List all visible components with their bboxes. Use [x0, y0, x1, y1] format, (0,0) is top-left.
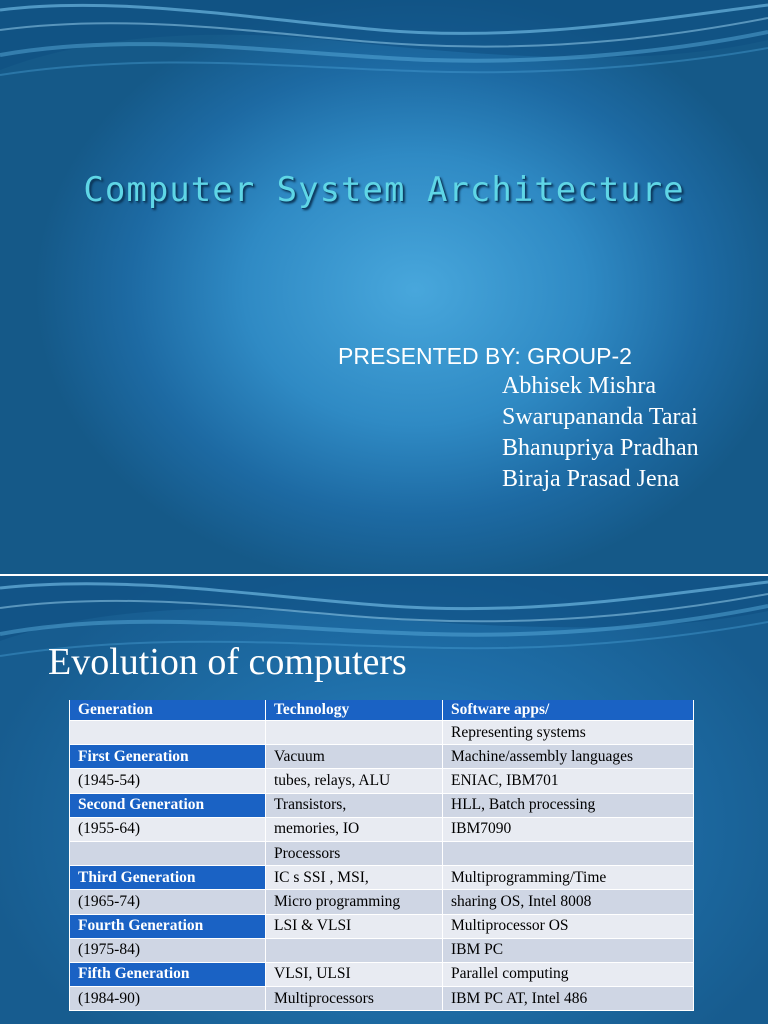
table-cell: IC s SSI , MSI, [266, 866, 443, 890]
table-row [70, 745, 694, 769]
table-cell: (1984-90) [70, 987, 266, 1011]
table-row [70, 769, 694, 793]
table-cell: Third Generation [70, 866, 266, 890]
table-cell: Second Generation [70, 793, 266, 817]
table-cell: Multiprocessor OS [443, 914, 694, 938]
table-cell [266, 938, 443, 962]
table-cell: Vacuum [266, 745, 443, 769]
member-name: Biraja Prasad Jena [502, 466, 680, 492]
table-row [70, 914, 694, 938]
table-cell: HLL, Batch processing [443, 793, 694, 817]
member-list [502, 371, 699, 495]
table-row [70, 987, 694, 1011]
table-cell: tubes, relays, ALU [266, 769, 443, 793]
table-cell: Fifth Generation [70, 962, 266, 986]
table-row [70, 721, 694, 745]
table-cell: memories, IO [266, 817, 443, 841]
column-header: Software apps/ [443, 700, 694, 721]
table-header-row [70, 700, 694, 721]
table-cell: ENIAC, IBM701 [443, 769, 694, 793]
table-cell: IBM7090 [443, 817, 694, 841]
table-cell: (1965-74) [70, 890, 266, 914]
table-row [70, 817, 694, 841]
table-cell: First Generation [70, 745, 266, 769]
table-row [70, 890, 694, 914]
table-cell: LSI & VLSI [266, 914, 443, 938]
member-name: Swarupananda Tarai [502, 404, 698, 430]
table-cell: (1945-54) [70, 769, 266, 793]
column-header: Technology [266, 700, 443, 721]
table-cell [70, 841, 266, 865]
table-cell: Fourth Generation [70, 914, 266, 938]
wave-decoration [0, 0, 768, 95]
table-row [70, 962, 694, 986]
member-name: Bhanupriya Pradhan [502, 435, 699, 461]
table-cell: VLSI, ULSI [266, 962, 443, 986]
table-cell: IBM PC [443, 938, 694, 962]
table-cell [443, 841, 694, 865]
table-cell: Multiprocessors [266, 987, 443, 1011]
slide-title: Evolution of computers [48, 641, 407, 683]
evolution-slide [0, 576, 768, 1024]
column-header: Generation [70, 700, 266, 721]
generations-table [69, 700, 694, 1011]
table-cell: Processors [266, 841, 443, 865]
table-cell: Parallel computing [443, 962, 694, 986]
table-row [70, 866, 694, 890]
presented-by-label: PRESENTED BY: GROUP-2 [338, 343, 632, 369]
presentation-title: Computer System Architecture [83, 170, 685, 210]
table-cell: (1975-84) [70, 938, 266, 962]
table-cell: (1955-64) [70, 817, 266, 841]
table-cell: Micro programming [266, 890, 443, 914]
table-row [70, 793, 694, 817]
table-cell: Representing systems [443, 721, 694, 745]
table-cell: sharing OS, Intel 8008 [443, 890, 694, 914]
table-row [70, 841, 694, 865]
table-cell [70, 721, 266, 745]
table-cell: IBM PC AT, Intel 486 [443, 987, 694, 1011]
table-cell: Transistors, [266, 793, 443, 817]
member-name: Abhisek Mishra [502, 373, 656, 399]
table-cell: Machine/assembly languages [443, 745, 694, 769]
table-cell [266, 721, 443, 745]
table-cell: Multiprogramming/Time [443, 866, 694, 890]
table-row [70, 938, 694, 962]
